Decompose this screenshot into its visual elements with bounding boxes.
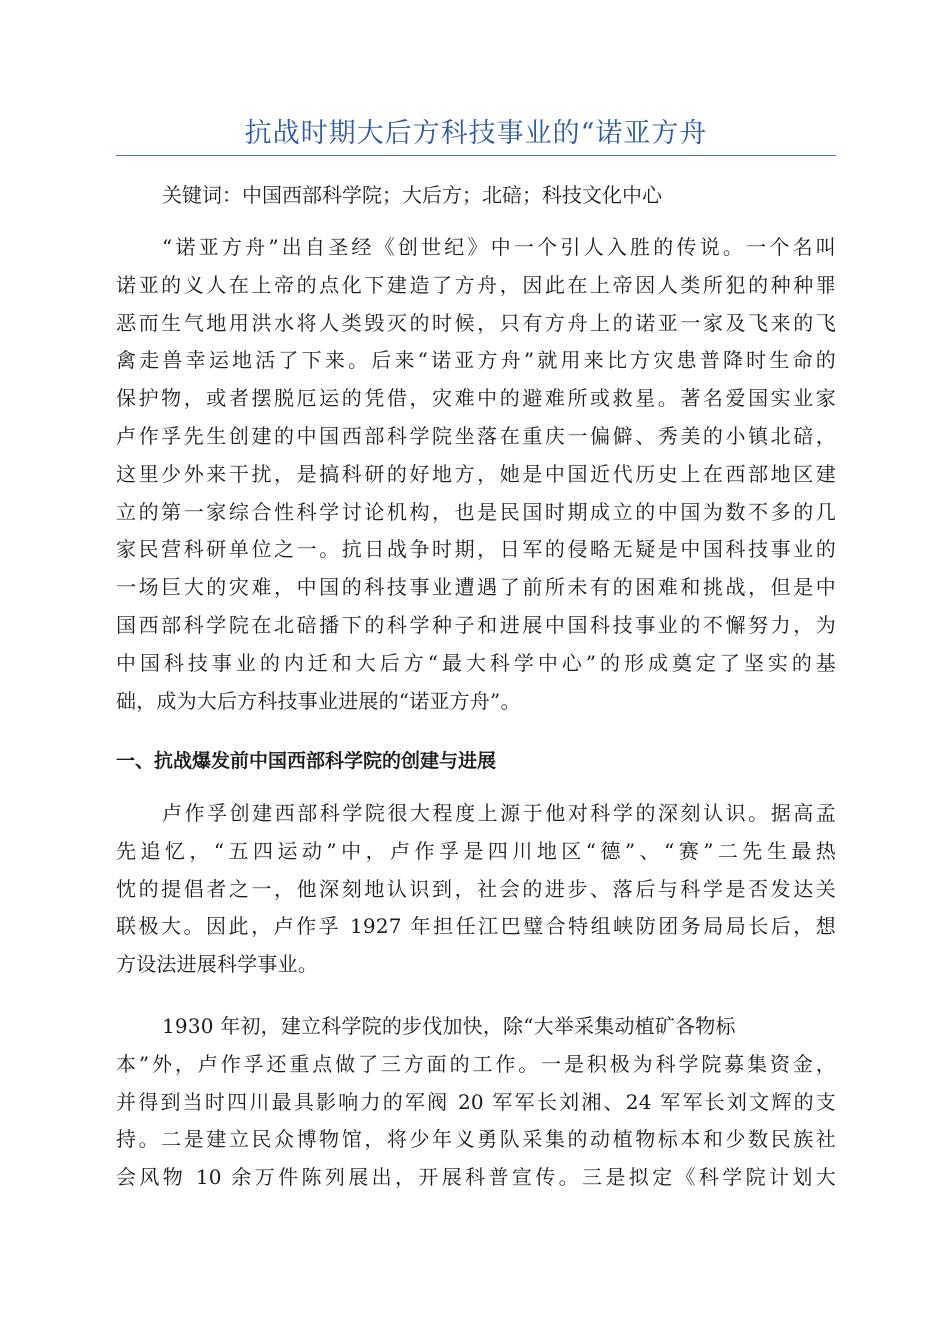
paragraph-1930 bbox=[116, 1008, 836, 1197]
text-line: 联极大。因此，卢作孚 1927 年担任江巴璧合特组峡防团务局局长后，想 bbox=[116, 914, 836, 939]
text-line: 卢作孚先生创建的中国西部科学院坐落在重庆一偏僻、秀美的小镇北碚， bbox=[116, 423, 836, 448]
section-heading: 一、抗战爆发前中国西部科学院的创建与进展 bbox=[116, 750, 497, 772]
keywords-line: 关键词：中国西部科学院；大后方；北碚；科技文化中心 bbox=[162, 183, 662, 207]
text-line: 禽走兽幸运地活了下来。后来“诺亚方舟”就用来比方灾患普降时生命的 bbox=[116, 348, 836, 373]
text-line: 立的第一家综合性科学讨论机构，也是民国时期成立的中国为数不多的几 bbox=[116, 499, 836, 524]
text-line: 持。二是建立民众博物馆，将少年义勇队采集的动植物标本和少数民族社 bbox=[116, 1127, 836, 1152]
text-line: 并得到当时四川最具影响力的军阀 20 军军长刘湘、24 军军长刘文辉的支 bbox=[116, 1089, 836, 1114]
text-line: “诺亚方舟”出自圣经《创世纪》中一个引人入胜的传说。一个名叫 bbox=[162, 235, 836, 259]
title-underline bbox=[116, 155, 836, 156]
text-line: 1930 年初，建立科学院的步伐加快，除“大举采集动植矿各物标 bbox=[162, 1014, 736, 1038]
text-line: 会风物 10 余万件陈列展出，开展科普宣传。三是拟定《科学院计划大 bbox=[116, 1165, 836, 1190]
text-line: 恶而生气地用洪水将人类毁灭的时候，只有方舟上的诺亚一家及飞来的飞 bbox=[116, 310, 836, 335]
text-line: 卢作孚创建西部科学院很大程度上源于他对科学的深刻认识。据高孟 bbox=[162, 801, 836, 825]
text-line: 这里少外来干扰，是搞科研的好地方，她是中国近代历史上在西部地区建 bbox=[116, 461, 836, 486]
text-line: 中国科技事业的内迁和大后方“最大科学中心”的形成奠定了坚实的基 bbox=[116, 650, 836, 675]
text-line: 家民营科研单位之一。抗日战争时期，日军的侵略无疑是中国科技事业的 bbox=[116, 537, 836, 562]
text-line: 础，成为大后方科技事业进展的“诺亚方舟”。 bbox=[116, 688, 521, 713]
text-line: 方设法进展科学事业。 bbox=[116, 952, 318, 977]
text-line: 诺亚的义人在上帝的点化下建造了方舟，因此在上帝因人类所犯的种种罪 bbox=[116, 272, 836, 297]
document-title: 抗战时期大后方科技事业的“诺亚方舟 bbox=[244, 118, 708, 149]
text-line: 忱的提倡者之一，他深刻地认识到，社会的进步、落后与科学是否发达关 bbox=[116, 876, 836, 901]
text-line: 本”外，卢作孚还重点做了三方面的工作。一是积极为科学院募集资金， bbox=[116, 1051, 836, 1076]
paragraph-founding bbox=[116, 795, 836, 984]
text-line: 保护物，或者摆脱厄运的凭借，灾难中的避难所或救星。著名爱国实业家 bbox=[116, 386, 836, 411]
text-line: 先追忆，“五四运动”中，卢作孚是四川地区“德”、“赛”二先生最热 bbox=[116, 838, 836, 863]
text-line: 国西部科学院在北碚播下的科学种子和进展中国科技事业的不懈努力，为 bbox=[116, 612, 836, 637]
text-line: 一场巨大的灾难，中国的科技事业遭遇了前所未有的困难和挑战，但是中 bbox=[116, 575, 836, 600]
paragraph-intro bbox=[116, 229, 836, 720]
